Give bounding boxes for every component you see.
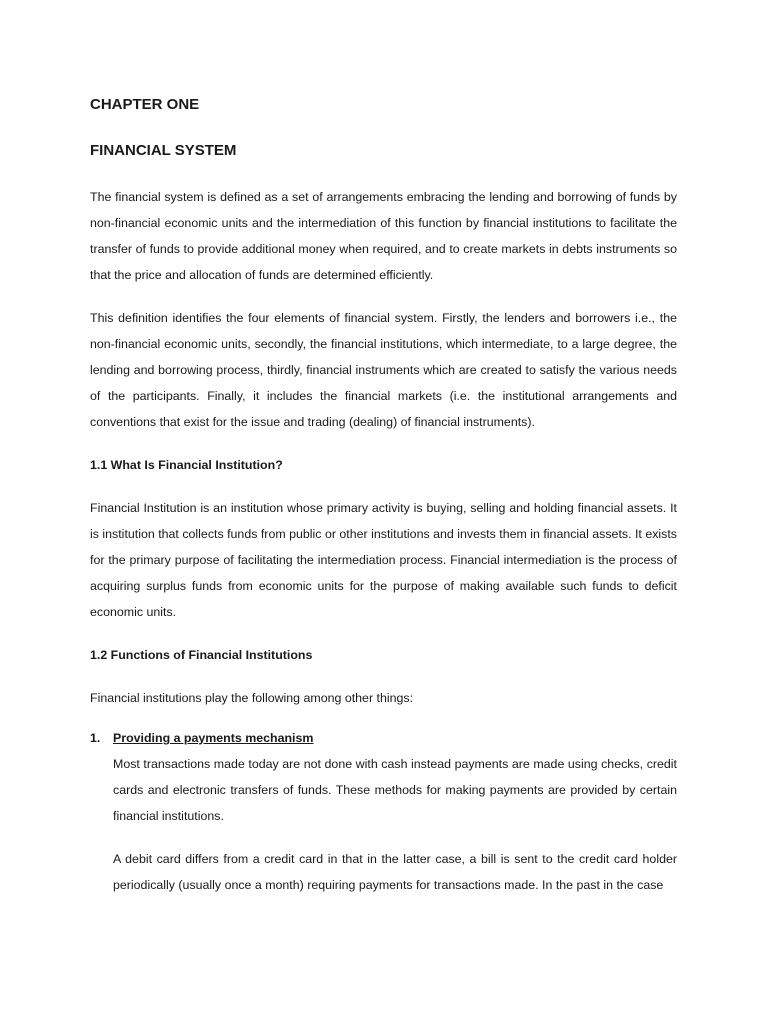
paragraph-financial-institution: Financial Institution is an institution whose primary activity is buying, selling and holding financial assets. It is institution that collects funds from public or other institutions and invests them in financial assets. It exists for the primary purpose of facilitating the intermediation process. Financial intermediation is the process of acquiring surplus funds from economic units for the purpose of making available such funds to deficit economic units. (90, 501, 677, 619)
paragraph-elements: This definition identifies the four elements of financial system. Firstly, the lenders and borrowers i.e., the non-financial economic units, secondly, the financial institutions, which intermediate, to a large degree, the lending and borrowing process, thirdly, financial instruments which are created to satisfy the various needs of the participants. Finally, it includes the financial markets (i.e. the institutional arrangements and conventions that exist for the issue and trading (dealing) of financial instruments). (90, 311, 677, 429)
list-item-body (90, 751, 677, 898)
section-heading-1-2: 1.2 Functions of Financial Institutions (90, 648, 313, 662)
list-item-number: 1. (90, 731, 101, 745)
paragraph-definition: The financial system is defined as a set of arrangements embracing the lending and borrowing of funds by non-financial economic units and the intermediation of this function by financial institutions to facilitate the transfer of funds to provide additional money when required, and to create markets in debts instruments so that the price and allocation of funds are determined efficiently. (90, 190, 677, 282)
list-item-paragraph: A debit card differs from a credit card in that in the latter case, a bill is sent to the credit card holder periodically (usually once a month) requiring payments for transactions made. In the past in the case (113, 852, 677, 892)
list-item (90, 725, 677, 898)
paragraph-functions-intro: Financial institutions play the following among other things: (90, 691, 414, 705)
page-title: FINANCIAL SYSTEM (90, 142, 237, 159)
document-content (90, 94, 677, 898)
list-item-paragraph: Most transactions made today are not done with cash instead payments are made using checks, credit cards and electronic transfers of funds. These methods for making payments are provided by certain financial institutions. (113, 757, 677, 823)
list-item-title: Providing a payments mechanism (113, 731, 314, 745)
chapter-heading: CHAPTER ONE (90, 96, 200, 113)
section-heading-1-1: 1.1 What Is Financial Institution? (90, 458, 283, 472)
list-item-header (90, 725, 677, 751)
